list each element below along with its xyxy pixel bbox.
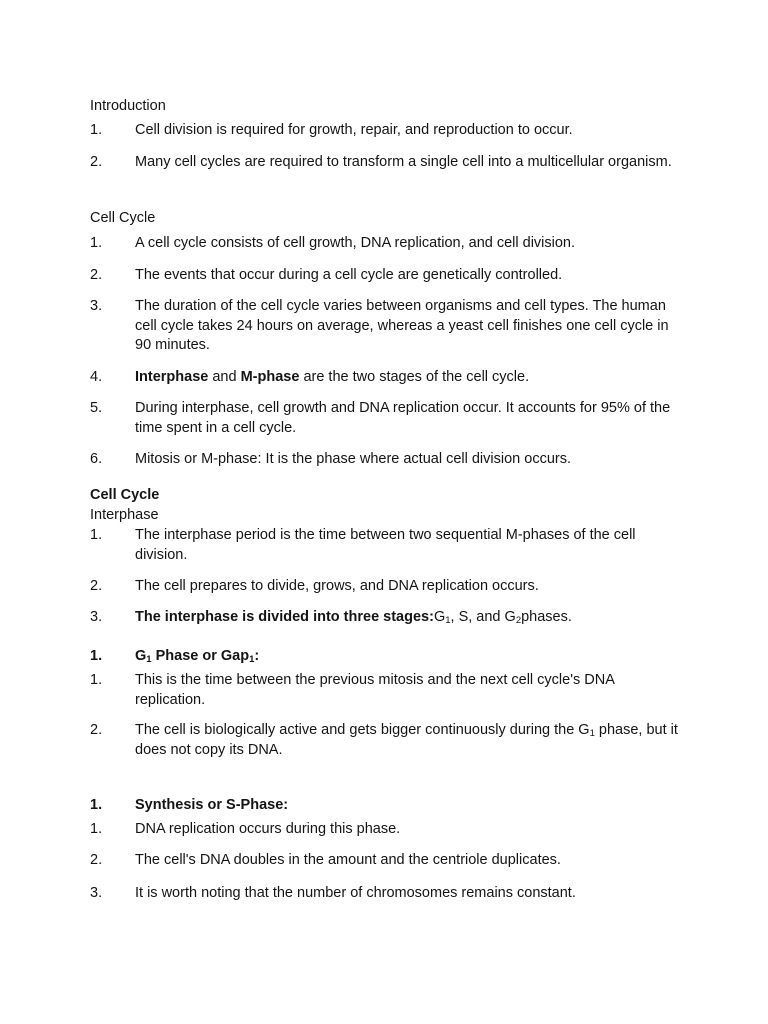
- list-text: The cell's DNA doubles in the amount and the centriole duplicates.: [135, 852, 561, 868]
- list-number: 2.: [90, 154, 103, 170]
- list-number: 5.: [90, 400, 103, 416]
- list-text: The cell prepares to divide, grows, and DNA replication occurs.: [135, 578, 539, 594]
- list-text: A cell cycle consists of cell growth, DNA replication, and cell division.: [135, 235, 576, 251]
- g1-title: [135, 647, 680, 667]
- g1-item-2: [90, 721, 680, 760]
- stages-rest: phases.: [521, 609, 572, 625]
- list-number: 4.: [90, 369, 103, 385]
- g1-text-b: phase, but it does not copy its DNA.: [135, 722, 678, 758]
- list-number: 6.: [90, 451, 103, 467]
- list-text: Cell division is required for growth, repair, and reproduction to occur.: [135, 122, 573, 138]
- list-text: The events that occur during a cell cycle are genetically controlled.: [135, 267, 563, 283]
- list-text: It is worth noting that the number of chromosomes remains constant.: [135, 885, 576, 901]
- g1-title-colon: :: [254, 648, 260, 664]
- intro-item-1: [90, 121, 680, 141]
- stages-middle: , S, and G: [450, 609, 516, 625]
- cell-cycle-item-5: [90, 399, 680, 438]
- cell-cycle-item-3: [90, 297, 680, 356]
- list-number: 1.: [90, 797, 103, 813]
- list-text: This is the time between the previous mitosis and the next cell cycle's DNA replication.: [135, 672, 615, 708]
- interphase-item-3: [90, 608, 680, 628]
- list-number: 1.: [90, 527, 103, 543]
- list-number: 3.: [90, 609, 103, 625]
- g1-phase-heading: [90, 647, 680, 667]
- list-number: 1.: [90, 821, 103, 837]
- interphase-item-2: [90, 577, 680, 597]
- list-number: 3.: [90, 298, 103, 314]
- synthesis-heading: [90, 796, 680, 816]
- list-text: During interphase, cell growth and DNA replication occur. It accounts for 95% of the time spent in a cell cycle.: [135, 400, 671, 436]
- list-text: [135, 608, 680, 628]
- list-number: 1.: [90, 235, 103, 251]
- g1-item-1: [90, 671, 680, 710]
- list-number: 2.: [90, 852, 103, 868]
- synthesis-item-1: [90, 820, 680, 840]
- list-text: The duration of the cell cycle varies between organisms and cell types. The human cell cycle takes 24 hours on average, whereas a yeast cell finishes one cell cycle in 90 minutes.: [135, 298, 669, 353]
- g-letter: G: [433, 609, 446, 625]
- interphase-item-1: [90, 526, 680, 565]
- stages-intro: The interphase is divided into three stages:: [135, 609, 434, 625]
- g1-title-sub2: 1: [249, 654, 255, 665]
- g1-title-g: G: [135, 648, 147, 664]
- list-text: DNA replication occurs during this phase.: [135, 821, 401, 837]
- g2-subscript: 2: [515, 615, 522, 626]
- list-number: 3.: [90, 885, 103, 901]
- list-text: Mitosis or M-phase: It is the phase where actual cell division occurs.: [135, 451, 571, 467]
- interphase-term: Interphase: [135, 369, 209, 385]
- interphase-section-heading: Cell Cycle: [90, 487, 160, 503]
- synthesis-item-3: [90, 884, 680, 904]
- g1-text-a: The cell is biologically active and gets bigger continuously during the G: [135, 722, 590, 738]
- g1-title-mid: Phase or Gap: [151, 648, 250, 664]
- g1-title-sub: 1: [146, 654, 152, 665]
- list-number: 1.: [90, 672, 103, 688]
- list-text: The interphase period is the time between two sequential M-phases of the cell division.: [135, 527, 636, 563]
- rest-text: are the two stages of the cell cycle.: [299, 369, 530, 385]
- cell-cycle-item-6: [90, 450, 680, 470]
- list-number: 1.: [90, 122, 103, 138]
- cell-cycle-item-4: [90, 368, 680, 388]
- g1-text-sub: 1: [589, 728, 595, 739]
- list-text: Many cell cycles are required to transform a single cell into a multicellular organism.: [135, 154, 672, 170]
- cell-cycle-item-2: [90, 266, 680, 286]
- g1-subscript: 1: [445, 615, 451, 626]
- list-number: 2.: [90, 722, 103, 738]
- connector-text: and: [208, 369, 241, 385]
- m-phase-term: M-phase: [240, 369, 300, 385]
- interphase-subheading: Interphase: [90, 507, 159, 523]
- list-number: 2.: [90, 267, 103, 283]
- list-number: 1.: [90, 648, 103, 664]
- intro-heading: Introduction: [90, 98, 166, 114]
- synthesis-title: Synthesis or S-Phase:: [135, 797, 289, 813]
- intro-item-2: [90, 153, 680, 173]
- synthesis-item-2: [90, 851, 680, 871]
- cell-cycle-item-1: [90, 234, 680, 254]
- list-text: [135, 368, 680, 388]
- list-text: [135, 721, 680, 760]
- list-number: 2.: [90, 578, 103, 594]
- cell-cycle-heading: Cell Cycle: [90, 210, 156, 226]
